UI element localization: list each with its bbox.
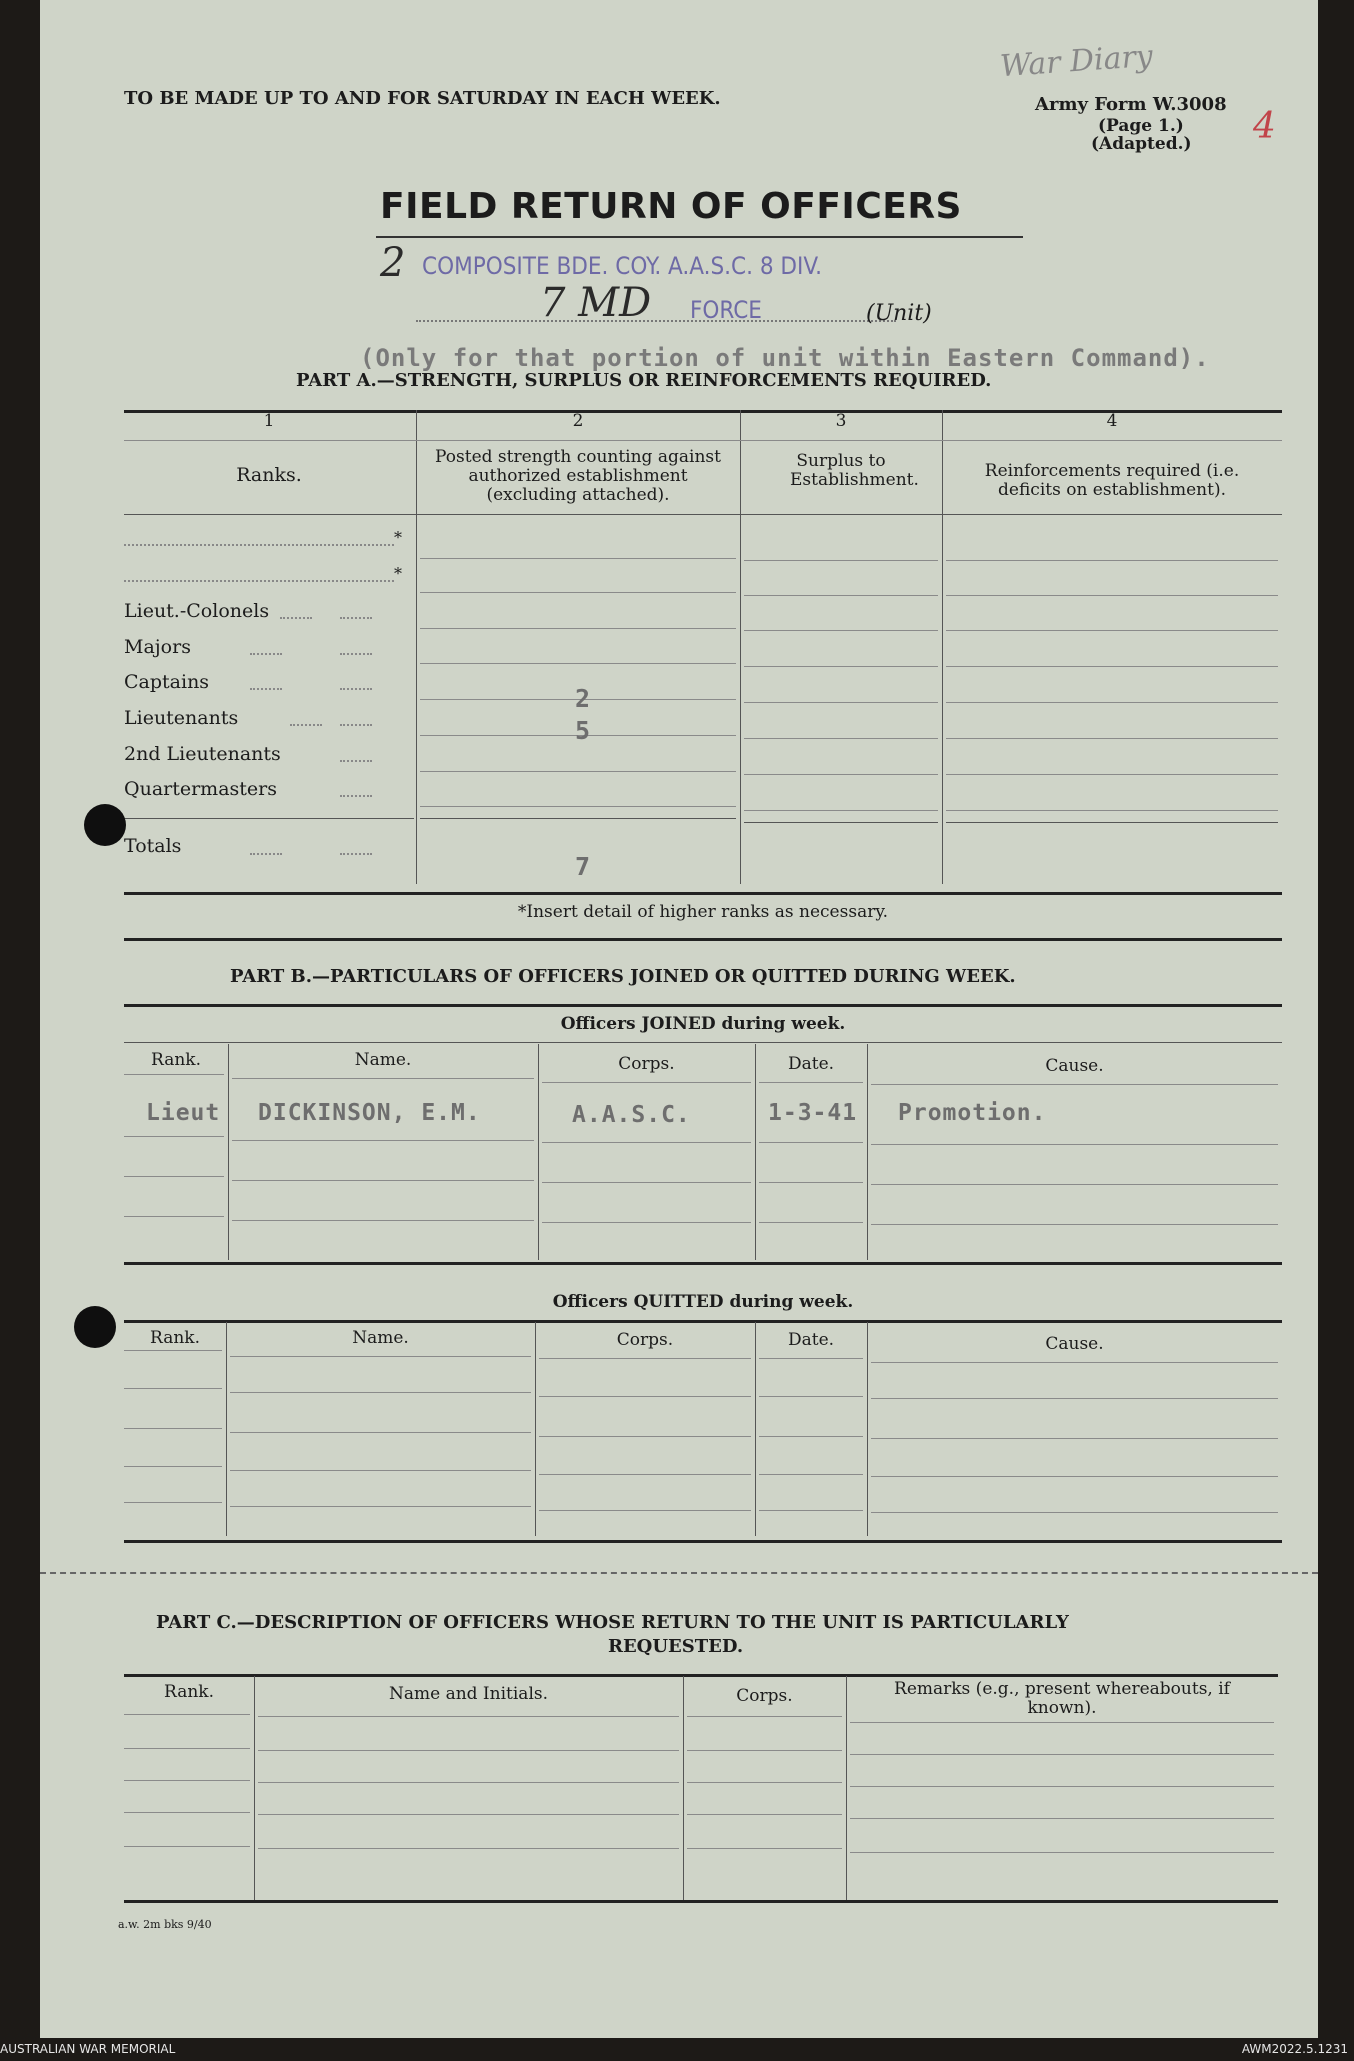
dots-3b xyxy=(340,688,372,690)
dots-4b xyxy=(340,724,372,726)
qr-d1 xyxy=(759,1358,863,1359)
jr-e1 xyxy=(871,1084,1278,1085)
part-a-footnote: *Insert detail of higher ranks as necessary. xyxy=(517,902,889,922)
qr-c1 xyxy=(539,1358,751,1359)
quitted-title-rule xyxy=(124,1320,1282,1323)
jr-a3 xyxy=(124,1176,224,1177)
cr-a5 xyxy=(124,1846,250,1847)
form-adapted: (Adapted.) xyxy=(1091,134,1192,154)
quitted-divider-4 xyxy=(867,1322,868,1536)
quitted-col-corps: Corps. xyxy=(616,1330,674,1350)
quitted-col-cause: Cause. xyxy=(1045,1334,1104,1354)
dots-3a xyxy=(250,688,282,690)
r-rule-8 xyxy=(946,810,1278,811)
s-rule-8 xyxy=(744,810,938,811)
part-b-top-rule xyxy=(124,938,1282,941)
qr-c5 xyxy=(539,1510,751,1511)
posted-captains-value: 2 xyxy=(575,684,592,713)
part-c-col-name: Name and Initials. xyxy=(388,1684,549,1704)
part-a-divider-1 xyxy=(416,410,417,884)
qr-b1 xyxy=(230,1356,531,1357)
qr-e1 xyxy=(871,1362,1278,1363)
joined-title-rule xyxy=(124,1042,1282,1043)
qr-c4 xyxy=(539,1474,751,1475)
force-stamp: FORCE xyxy=(690,296,762,324)
qr-b4 xyxy=(230,1470,531,1471)
s-rule-4 xyxy=(744,666,938,667)
part-c-divider-3 xyxy=(846,1676,847,1900)
col-header-reinforcements: Reinforcements required (i.e. deficits on establishment). xyxy=(984,461,1240,500)
qr-a4 xyxy=(124,1466,222,1467)
p-rule-2 xyxy=(420,592,736,593)
cr-b5 xyxy=(258,1848,679,1849)
totals-dots-a xyxy=(250,853,282,855)
col-header-posted: Posted strength counting against authorized establishment (excluding attached). xyxy=(435,447,721,505)
punch-hole-upper xyxy=(84,804,126,846)
rank-lieutenants: Lieutenants xyxy=(124,707,239,729)
qr-d3 xyxy=(759,1436,863,1437)
qr-c3 xyxy=(539,1436,751,1437)
part-a-heading: PART A.—STRENGTH, SURPLUS OR REINFORCEMENTS REQUIRED. xyxy=(296,370,992,391)
posted-total-rule xyxy=(420,818,736,819)
cr-c1 xyxy=(687,1716,842,1717)
jr-d1 xyxy=(759,1082,863,1083)
part-c-col-rank: Rank. xyxy=(164,1682,214,1702)
punch-hole-lower xyxy=(74,1306,116,1348)
page-number-annotation: 4 xyxy=(1253,106,1276,147)
part-c-heading-1: PART C.—DESCRIPTION OF OFFICERS WHOSE RETURN TO THE UNIT IS PARTICULARLY xyxy=(156,1612,1069,1633)
unit-hand-md: 7 MD xyxy=(540,280,652,326)
quitted-col-name: Name. xyxy=(352,1328,409,1348)
r-rule-3 xyxy=(946,630,1278,631)
cr-b4 xyxy=(258,1814,679,1815)
footer-right: AWM2022.5.1231 xyxy=(1241,2042,1348,2056)
totals-label: Totals xyxy=(124,835,182,857)
joined-row-name: DICKINSON, E.M. xyxy=(258,1100,481,1126)
dots-4a xyxy=(290,724,322,726)
cr-b3 xyxy=(258,1782,679,1783)
part-c-bottom-rule xyxy=(124,1900,1278,1903)
rank-captains: Captains xyxy=(124,671,210,693)
quitted-bottom-rule xyxy=(124,1540,1282,1543)
r-rule-6 xyxy=(946,738,1278,739)
s-rule-7 xyxy=(744,774,938,775)
s-rule-2 xyxy=(744,595,938,596)
joined-col-cause: Cause. xyxy=(1045,1056,1104,1076)
document-page xyxy=(40,0,1318,2038)
qr-e4 xyxy=(871,1476,1278,1477)
totals-value: 7 xyxy=(575,852,592,881)
r-rule-7 xyxy=(946,774,1278,775)
cr-a2 xyxy=(124,1748,250,1749)
p-rule-4 xyxy=(420,663,736,664)
joined-row-corps: A.A.S.C. xyxy=(572,1102,691,1128)
cr-b1 xyxy=(258,1716,679,1717)
dots-2a xyxy=(250,653,282,655)
r-rule-4 xyxy=(946,666,1278,667)
jr-a2 xyxy=(124,1136,224,1137)
rank-2nd-lieutenants: 2nd Lieutenants xyxy=(124,743,281,765)
cr-d1 xyxy=(850,1722,1274,1723)
dots-1a xyxy=(280,617,312,619)
s-rule-5 xyxy=(744,702,938,703)
p-rule-3 xyxy=(420,628,736,629)
part-b-heading: PART B.—PARTICULARS OF OFFICERS JOINED OR QUITTED DURING WEEK. xyxy=(230,966,1016,987)
joined-bottom-rule xyxy=(124,1262,1282,1265)
r-rule-1 xyxy=(946,560,1278,561)
title-underline xyxy=(376,236,1023,238)
r-rule-2 xyxy=(946,595,1278,596)
cr-c4 xyxy=(687,1814,842,1815)
form-id: Army Form W.3008 xyxy=(1035,94,1227,115)
cr-c3 xyxy=(687,1782,842,1783)
qr-a5 xyxy=(124,1502,222,1503)
joined-divider-4 xyxy=(867,1044,868,1260)
col-number-1: 1 xyxy=(263,411,275,431)
part-c-col-corps: Corps. xyxy=(736,1686,793,1706)
qr-b2 xyxy=(230,1392,531,1393)
qr-b3 xyxy=(230,1432,531,1433)
part-c-top-rule xyxy=(124,1674,1278,1677)
ranks-total-rule xyxy=(124,818,414,819)
joined-row-date: 1-3-41 xyxy=(768,1100,858,1126)
qr-c2 xyxy=(539,1396,751,1397)
unit-hand-number: 2 xyxy=(380,240,406,286)
unit-label: (Unit) xyxy=(866,301,932,326)
quitted-divider-2 xyxy=(535,1322,536,1536)
joined-top-rule xyxy=(124,1004,1282,1007)
quitted-divider-1 xyxy=(226,1322,227,1536)
posted-lieutenants-value: 5 xyxy=(575,716,592,745)
cr-c2 xyxy=(687,1750,842,1751)
joined-col-corps: Corps. xyxy=(618,1054,675,1074)
s-rule-6 xyxy=(744,738,938,739)
header-bottom-rule xyxy=(124,514,1282,515)
col-number-2: 2 xyxy=(572,411,584,431)
col-number-rule xyxy=(124,440,1282,441)
jr-c4 xyxy=(542,1222,751,1223)
part-a-divider-2 xyxy=(740,410,741,884)
instruction-text: TO BE MADE UP TO AND FOR SATURDAY IN EACH WEEK. xyxy=(124,88,721,109)
qr-a1 xyxy=(124,1350,222,1351)
quitted-col-rank: Rank. xyxy=(150,1328,200,1348)
form-page: (Page 1.) xyxy=(1098,116,1184,136)
cr-a1 xyxy=(124,1714,250,1715)
asterisk-1: * xyxy=(394,528,402,547)
rank-quartermasters: Quartermasters xyxy=(124,778,277,800)
qr-d5 xyxy=(759,1510,863,1511)
joined-title: Officers JOINED during week. xyxy=(560,1014,846,1034)
jr-b2 xyxy=(232,1140,534,1141)
p-rule-8 xyxy=(420,806,736,807)
qr-b5 xyxy=(230,1506,531,1507)
part-a-divider-3 xyxy=(942,410,943,884)
jr-b1 xyxy=(232,1078,534,1079)
p-rule-1 xyxy=(420,558,736,559)
eastern-command-note: (Only for that portion of unit within Eastern Command). xyxy=(360,344,1210,372)
joined-row-cause: Promotion. xyxy=(898,1100,1047,1126)
quitted-divider-3 xyxy=(755,1322,756,1536)
footer-left: AUSTRALIAN WAR MEMORIAL xyxy=(0,2042,176,2056)
jr-c3 xyxy=(542,1182,751,1183)
surplus-total-rule xyxy=(744,822,938,823)
jr-c2 xyxy=(542,1142,751,1143)
rank-majors: Majors xyxy=(124,636,191,658)
jr-d3 xyxy=(759,1182,863,1183)
joined-divider-3 xyxy=(755,1044,756,1260)
dots-2b xyxy=(340,653,372,655)
quitted-col-date: Date. xyxy=(787,1330,835,1350)
r-rule-5 xyxy=(946,702,1278,703)
col-header-surplus: Surplus to Establishment. xyxy=(790,451,919,490)
cr-d5 xyxy=(850,1852,1274,1853)
joined-col-rank: Rank. xyxy=(151,1050,201,1070)
s-rule-1 xyxy=(744,560,938,561)
jr-e3 xyxy=(871,1184,1278,1185)
jr-e2 xyxy=(871,1144,1278,1145)
joined-col-date: Date. xyxy=(787,1054,835,1074)
part-a-bottom-rule xyxy=(124,892,1282,895)
asterisk-row-1-dots xyxy=(124,544,394,546)
qr-d2 xyxy=(759,1396,863,1397)
p-rule-7 xyxy=(420,771,736,772)
part-c-divider-2 xyxy=(683,1676,684,1900)
jr-b4 xyxy=(232,1220,534,1221)
cr-a3 xyxy=(124,1780,250,1781)
unit-dotted-line xyxy=(416,320,896,322)
qr-d4 xyxy=(759,1474,863,1475)
war-diary-annotation: War Diary xyxy=(998,38,1154,85)
joined-row-rank: Lieut xyxy=(146,1100,221,1126)
part-c-heading-2: REQUESTED. xyxy=(608,1636,744,1657)
jr-c1 xyxy=(542,1082,751,1083)
cr-d2 xyxy=(850,1754,1274,1755)
cr-d4 xyxy=(850,1818,1274,1819)
cr-a4 xyxy=(124,1812,250,1813)
col-number-4: 4 xyxy=(1106,411,1118,431)
dots-5 xyxy=(340,760,372,762)
jr-d2 xyxy=(759,1142,863,1143)
qr-e2 xyxy=(871,1398,1278,1399)
col-number-3: 3 xyxy=(835,411,847,431)
reinf-total-rule xyxy=(946,822,1278,823)
s-rule-3 xyxy=(744,630,938,631)
part-c-col-remarks: Remarks (e.g., present whereabouts, if known). xyxy=(894,1679,1230,1718)
qr-a3 xyxy=(124,1428,222,1429)
totals-dots-b xyxy=(340,853,372,855)
qr-e3 xyxy=(871,1438,1278,1439)
jr-d4 xyxy=(759,1222,863,1223)
rank-lieut-colonels: Lieut.-Colonels xyxy=(124,600,270,622)
col-header-ranks: Ranks. xyxy=(236,464,302,486)
jr-a4 xyxy=(124,1216,224,1217)
page-title: FIELD RETURN OF OFFICERS xyxy=(380,186,962,227)
asterisk-2: * xyxy=(394,564,402,583)
cr-c5 xyxy=(687,1848,842,1849)
cr-d3 xyxy=(850,1786,1274,1787)
joined-divider-2 xyxy=(538,1044,539,1260)
joined-divider-1 xyxy=(228,1044,229,1260)
qr-a2 xyxy=(124,1388,222,1389)
print-code: a.w. 2m bks 9/40 xyxy=(118,1918,212,1931)
part-c-divider-1 xyxy=(254,1676,255,1900)
jr-e4 xyxy=(871,1224,1278,1225)
tear-line xyxy=(40,1572,1318,1574)
cr-b2 xyxy=(258,1750,679,1751)
asterisk-row-2-dots xyxy=(124,580,394,582)
jr-b3 xyxy=(232,1180,534,1181)
quitted-title: Officers QUITTED during week. xyxy=(552,1292,854,1312)
dots-6 xyxy=(340,795,372,797)
dots-1b xyxy=(340,617,372,619)
jr-a1 xyxy=(124,1074,224,1075)
unit-stamp: COMPOSITE BDE. COY. A.A.S.C. 8 DIV. xyxy=(422,252,822,280)
qr-e5 xyxy=(871,1512,1278,1513)
joined-col-name: Name. xyxy=(354,1050,412,1070)
